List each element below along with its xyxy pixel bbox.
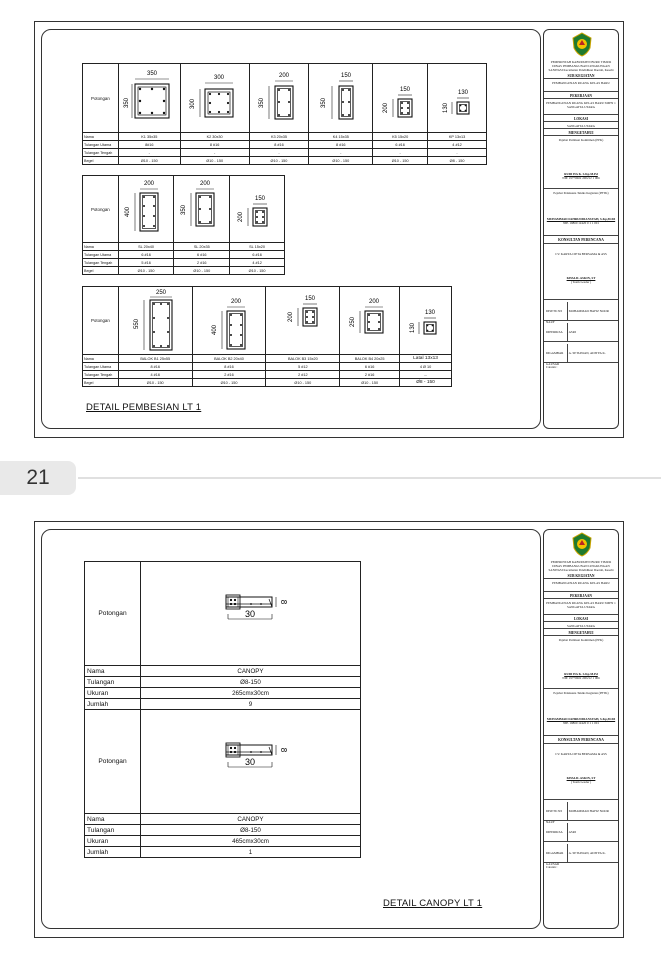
cell-nama: Latal 13x13 xyxy=(400,355,452,363)
sheet-1-title: DETAIL PEMBESIAN LT 1 xyxy=(86,402,202,413)
section-k4 xyxy=(309,64,373,133)
svg-text:150: 150 xyxy=(304,296,315,302)
section-kp xyxy=(428,64,487,133)
sheet-2-title: DETAIL CANOPY LT 1 xyxy=(383,898,483,909)
regional-emblem-icon xyxy=(571,532,593,557)
k1-width-label: 350 xyxy=(147,70,158,77)
lokasi-label: LOKASI xyxy=(544,116,618,122)
svg-text:250: 250 xyxy=(349,316,356,328)
pekerjaan-label: PEKERJAAN xyxy=(544,93,618,99)
cell-begel: Ø10 - 150 xyxy=(118,379,192,387)
mengetahui-label: MENGETAHUI xyxy=(544,630,618,636)
potongan-label: Potongan xyxy=(85,710,141,814)
cell-utama: 8 #16 xyxy=(180,141,249,149)
nama-label: Nama xyxy=(85,814,141,825)
section-sl1 xyxy=(118,176,174,243)
section-k1-drawing xyxy=(121,67,177,129)
svg-text:130: 130 xyxy=(458,89,469,96)
cell-tengah: - xyxy=(118,149,180,157)
cell-tulangan: Ø8-150 xyxy=(141,825,361,836)
cell-utama: 6 #16 xyxy=(340,363,400,371)
cell-nama: K4 15x35 xyxy=(309,133,373,141)
cell-utama: 4 #12 xyxy=(428,141,487,149)
title-block-1 xyxy=(543,29,619,429)
konsultan-label: KONSULTAN PERENCANA xyxy=(544,737,618,744)
svg-text:350: 350 xyxy=(258,97,265,108)
potongan-label: Potongan xyxy=(85,562,141,666)
konsultan-block: CV. KARYA CIPTA BERSAMA & ASS KHALIL ASKIN, ST ( Team Leader ) xyxy=(544,245,618,300)
cell-tengah: 2 #16 xyxy=(174,259,230,267)
cell-begel: Ø8 - 150 xyxy=(400,379,452,387)
diperiksa-row: DIPERIKSA ASRI xyxy=(544,322,618,342)
cell-utama: 8 #16 xyxy=(118,363,192,371)
canopy-1-width-label: 30 xyxy=(244,608,255,619)
cell-begel: Ø10 - 150 xyxy=(180,157,249,165)
cell-begel: Ø10 - 150 xyxy=(373,157,428,165)
pekerjaan-value: PEMBANGUNAN RUANG KELAS BARU SMPN 1 SANGATTA UTARA xyxy=(544,100,618,115)
canopy-2-width-label: 30 xyxy=(244,756,255,767)
cell-tengah: - xyxy=(309,149,373,157)
tulangan-utama-label: Tulangan Utama xyxy=(83,141,119,149)
canopy-section-1 xyxy=(141,562,361,666)
section-sl3 xyxy=(230,176,285,243)
cell-nama: BALOK B1 25x55 xyxy=(118,355,192,363)
cell-nama: BALOK B2 20x40 xyxy=(192,355,266,363)
tulangan-tengah-label: Tulangan Tengah xyxy=(83,259,119,267)
svg-text:150: 150 xyxy=(340,72,351,79)
disetujui-row: DISETUJUI MOHAMMAD HAFIZ NOOR NAUF xyxy=(544,301,618,321)
pptk-signature-block: Pejabat Pelaksana Teknis Kegiatan (PPTK) MUHAMMAD FAHRUDDIANSYAH, S.Kp,M.Pd NIP. 19860 12420 0 1 1 001 xyxy=(544,190,618,236)
svg-text:400: 400 xyxy=(212,324,219,336)
disetujui-row: DISETUJUI MOHAMMAD HAFIZ NOOR NAUF xyxy=(544,801,618,821)
nama-label: Nama xyxy=(83,133,119,141)
cell-nama: SL 15x20 xyxy=(230,243,285,251)
svg-text:200: 200 xyxy=(278,72,289,79)
cell-utama: 8 #16 xyxy=(192,363,266,371)
svg-text:150: 150 xyxy=(400,86,411,93)
svg-text:550: 550 xyxy=(134,318,141,330)
ukuran-label: Ukuran xyxy=(85,836,141,847)
cell-utama: 8#16 xyxy=(118,141,180,149)
notes-label: Catatan : xyxy=(546,365,558,369)
jumlah-label: Jumlah xyxy=(85,699,141,710)
nama-label: Nama xyxy=(83,243,119,251)
section-b3 xyxy=(266,287,340,355)
notes-label: Catatan : xyxy=(546,865,558,869)
cell-tengah: 2 #16 xyxy=(192,371,266,379)
potongan-label: Potongan xyxy=(83,64,119,133)
svg-text:130: 130 xyxy=(424,310,435,316)
cell-ukuran: 465cmx30cm xyxy=(141,836,361,847)
cell-tengah: 5 #16 xyxy=(118,259,174,267)
cell-tengah: 4 #12 xyxy=(230,259,285,267)
canopy-2-height-label: 8 xyxy=(278,747,288,752)
svg-text:350: 350 xyxy=(124,97,131,108)
digambar-row: DIGAMBAR A. SETIAWAN, ADITYA K. GAUSAR xyxy=(544,843,618,863)
potongan-label: Potongan xyxy=(83,176,119,243)
cell-tengah: 4 #16 xyxy=(118,371,192,379)
cell-tengah: 2 #16 xyxy=(340,371,400,379)
section-latal xyxy=(400,287,452,355)
cell-tengah: -- xyxy=(400,371,452,379)
cell-jumlah: 1 xyxy=(141,847,361,858)
cell-utama: 6 #16 xyxy=(174,251,230,259)
tulangan-label: Tulangan xyxy=(85,825,141,836)
svg-text:350: 350 xyxy=(180,204,187,215)
ppk-signature-block: Pejabat Pembuat Komitmen (PPK) RUDI HA K. S.Kp.M.Pd NIP. 19770602 200212 1 006 xyxy=(544,137,618,189)
section-b1 xyxy=(118,287,192,355)
cell-tengah: - xyxy=(180,149,249,157)
mengetahui-label: MENGETAHUI xyxy=(544,130,618,136)
sub-kegiatan-value: PEMBANGUNAN RUANG KELAS BARU xyxy=(544,580,618,592)
konsultan-block: CV. KARYA CIPTA BERSAMA & ASS KHALIL ASKIN, ST ( Team Leader ) xyxy=(544,745,618,800)
cell-utama: 6 #16 xyxy=(373,141,428,149)
canopy-1-height-label: 8 xyxy=(278,599,288,604)
begel-label: Begel xyxy=(83,157,119,165)
sloof-rebar-table xyxy=(82,175,285,275)
svg-text:200: 200 xyxy=(238,211,245,222)
svg-text:400: 400 xyxy=(125,206,132,217)
section-k1 xyxy=(118,64,180,133)
cell-begel: Ø10 - 150 xyxy=(174,267,230,275)
svg-text:200: 200 xyxy=(383,102,390,113)
canopy-section-2 xyxy=(141,710,361,814)
cell-utama: 5 #12 xyxy=(266,363,340,371)
cell-tengah: - xyxy=(249,149,309,157)
section-sl2 xyxy=(174,176,230,243)
ppk-signature-block: Pejabat Pembuat Komitmen (PPK) RUDI HA K. S.Kp.M.Pd NIP. 19770602 200212 1 006 xyxy=(544,637,618,689)
svg-text:200: 200 xyxy=(287,311,294,323)
cell-begel: Ø10 - 150 xyxy=(309,157,373,165)
cell-jumlah: 9 xyxy=(141,699,361,710)
cell-ukuran: 265cmx30cm xyxy=(141,688,361,699)
pekerjaan-value: PEMBANGUNAN RUANG KELAS BARU SMPN 1 SANGATTA UTARA xyxy=(544,600,618,615)
title-block-2 xyxy=(543,529,619,929)
svg-text:200: 200 xyxy=(144,180,155,187)
cell-utama: 8 #16 xyxy=(249,141,309,149)
cell-nama: CANOPY xyxy=(141,814,361,825)
digambar-row: DIGAMBAR A. SETIAWAN, ADITYA K. GAUSAR xyxy=(544,343,618,363)
konsultan-label: KONSULTAN PERENCANA xyxy=(544,237,618,244)
sub-kegiatan-label: SUB KEGIATAN xyxy=(544,73,618,79)
begel-label: Begel xyxy=(83,379,119,387)
cell-nama: BALOK B3 15x20 xyxy=(266,355,340,363)
potongan-label: Potongan xyxy=(83,287,119,355)
tulangan-tengah-label: Tulangan Tengah xyxy=(83,371,119,379)
cell-nama: K5 15x20 xyxy=(373,133,428,141)
section-k3 xyxy=(249,64,309,133)
agency-text: PEMERINTAH KABUPATEN BURU TIMUR DINAS PEMBANGUNAN LINGKUNGAN SANITASI Kecamatan Pendidikan Daerah, Kesebi xyxy=(548,560,614,572)
svg-text:200: 200 xyxy=(368,299,379,305)
cell-nama: K2 30x30 xyxy=(180,133,249,141)
nama-label: Nama xyxy=(83,355,119,363)
cell-begel: Ø10 - 150 xyxy=(118,157,180,165)
begel-label: Begel xyxy=(83,267,119,275)
svg-text:300: 300 xyxy=(213,74,224,81)
column-rebar-table xyxy=(82,63,487,165)
diperiksa-row: DIPERIKSA ASRI xyxy=(544,822,618,842)
cell-nama: BALOK B4 20x25 xyxy=(340,355,400,363)
lokasi-label: LOKASI xyxy=(544,616,618,622)
lokasi-value: SANGATTA UTARA xyxy=(544,623,618,629)
cell-nama: SL 20x35 xyxy=(174,243,230,251)
svg-text:350: 350 xyxy=(320,97,327,108)
pptk-signature-block: Pejabat Pelaksana Teknis Kegiatan (PPTK) MUHAMMAD FAHRUDDIANSYAH, S.Kp,M.Pd NIP. 19860 12420 0 1 1 001 xyxy=(544,690,618,736)
canopy-table xyxy=(84,561,361,858)
cell-tulangan: Ø8-150 xyxy=(141,677,361,688)
ukuran-label: Ukuran xyxy=(85,688,141,699)
agency-text: PEMERINTAH KABUPATEN BURU TIMUR DINAS PEMBANGUNAN LINGKUNGAN SANITASI Kecamatan Pendidikan Daerah, Kesebi xyxy=(548,60,614,72)
svg-text:250: 250 xyxy=(156,290,167,296)
cell-utama: 4 Ø 10 xyxy=(400,363,452,371)
svg-text:130: 130 xyxy=(443,102,450,113)
drawing-sheet-1 xyxy=(34,21,624,438)
section-b2 xyxy=(192,287,266,355)
pekerjaan-label: PEKERJAAN xyxy=(544,593,618,599)
section-b4 xyxy=(340,287,400,355)
cell-nama: CANOPY xyxy=(141,666,361,677)
cell-tengah: 2 #12 xyxy=(266,371,340,379)
tulangan-tengah-label: Tulangan Tengah xyxy=(83,149,119,157)
cell-nama: K3 20x35 xyxy=(249,133,309,141)
beam-rebar-table xyxy=(82,286,452,387)
cell-begel: Ø10 - 150 xyxy=(266,379,340,387)
svg-text:150: 150 xyxy=(255,195,266,202)
cell-nama: SL 20x40 xyxy=(118,243,174,251)
cell-nama: K1 35x35 xyxy=(118,133,180,141)
sub-kegiatan-value: PEMBANGUNAN RUANG KELAS BARU xyxy=(544,80,618,92)
page-number-badge: 21 xyxy=(0,461,76,495)
drawing-sheet-2 xyxy=(34,521,624,938)
svg-text:130: 130 xyxy=(409,322,416,334)
svg-text:300: 300 xyxy=(189,98,196,109)
regional-emblem-icon xyxy=(571,32,593,57)
svg-text:200: 200 xyxy=(231,299,242,305)
nama-label: Nama xyxy=(85,666,141,677)
cell-begel: Ø10 - 150 xyxy=(230,267,285,275)
sub-kegiatan-label: SUB KEGIATAN xyxy=(544,573,618,579)
section-k2 xyxy=(180,64,249,133)
jumlah-label: Jumlah xyxy=(85,847,141,858)
tulangan-label: Tulangan xyxy=(85,677,141,688)
cell-nama: KP 13x13 xyxy=(428,133,487,141)
cell-begel: Ø10 - 150 xyxy=(340,379,400,387)
cell-begel: Ø10 - 150 xyxy=(249,157,309,165)
tulangan-utama-label: Tulangan Utama xyxy=(83,363,119,371)
cell-utama: 8 #16 xyxy=(309,141,373,149)
cell-tengah: - xyxy=(373,149,428,157)
cell-utama: 6 #16 xyxy=(230,251,285,259)
cell-begel: Ø10 - 150 xyxy=(192,379,266,387)
section-k5 xyxy=(373,64,428,133)
lokasi-value: SANGATTA UTARA xyxy=(544,123,618,129)
cell-begel: Ø8 - 150 xyxy=(428,157,487,165)
cell-utama: 6 #16 xyxy=(118,251,174,259)
tulangan-utama-label: Tulangan Utama xyxy=(83,251,119,259)
svg-text:200: 200 xyxy=(199,180,210,187)
cell-begel: Ø10 - 150 xyxy=(118,267,174,275)
page-separator xyxy=(78,477,661,479)
cell-tengah: - xyxy=(428,149,487,157)
